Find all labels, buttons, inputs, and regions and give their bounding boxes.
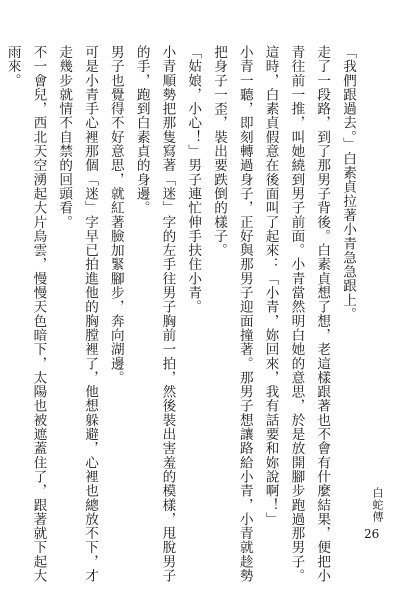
- text-line: 小青一聽，即刻轉過身子，正好與那男子迎面撞著。那男子想讓路給小青，小青就趁勢: [236, 45, 253, 583]
- page-number: 26: [364, 527, 380, 541]
- text-line: 走了一段路，到了那男子背後。白素貞想了想，老這樣跟著也不會有什麼結果，便把小: [314, 45, 331, 583]
- text-line: 把身子一歪，裝出要跌倒的樣子。: [211, 45, 228, 258]
- text-line: 走幾步就情不自禁的回頭看。: [56, 45, 73, 229]
- text-line: 青往前一推，叫她繞到男子前面。小青當然明白她的意思，於是放開腳步跑過那男子。: [288, 45, 305, 583]
- running-header: 白蛇傳: [371, 487, 384, 523]
- text-line: 「姑娘，小心！」男子連忙伸手扶住小青。: [185, 45, 202, 314]
- body-text: [4, 45, 360, 583]
- text-line: 這時，白素貞假意在後面叫了起來：「小青，妳回來，我有話要和妳說啊！」: [262, 45, 279, 527]
- text-line: 不一會兒，西北天空湧起大片烏雲，慢慢天色暗下，太陽也被遮蓋住了，跟著就下起大: [30, 45, 47, 583]
- text-line: 可是小青手心裡那個「迷」字早已拍進他的胸膛裡了，他想躲避，心裡也總放不下，才: [82, 45, 99, 583]
- text-line: 小青順勢把那隻寫著「迷」字的左手往男子胸前一拍，然後裝出害羞的模樣，甩脫男子: [159, 45, 176, 583]
- text-line: 的手，跑到白素貞的身邊。: [133, 45, 150, 215]
- text-line: 雨來。: [4, 45, 21, 88]
- text-line: 男子也覺得不好意思，就紅著臉加緊腳步，奔向湖邊。: [107, 45, 124, 385]
- text-line: 「我們跟過去。」白素貞拉著小青急急跟上。: [340, 45, 356, 322]
